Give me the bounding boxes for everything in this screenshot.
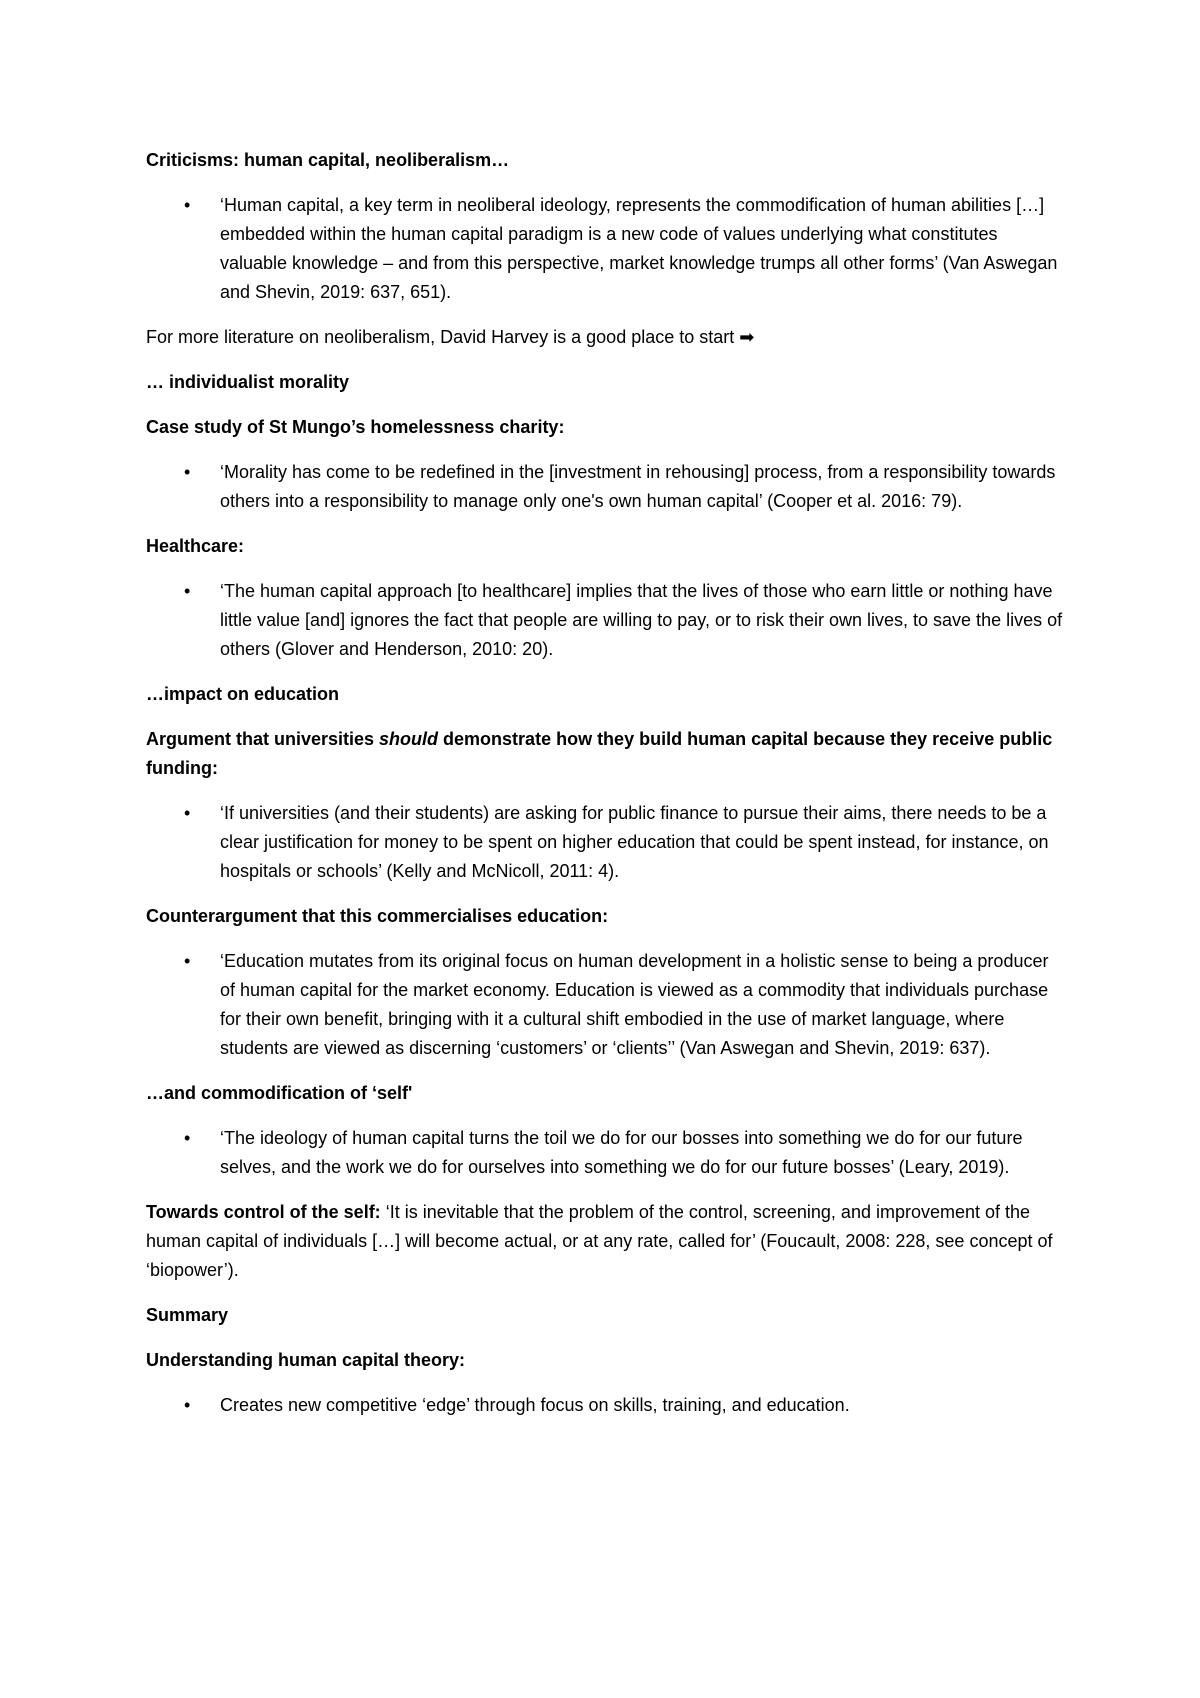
criticisms-quote: ‘Human capital, a key term in neoliberal ideology, represents the commodification of human abilities […] embedded within the human capital paradigm is a new code of values underlying what constitutes valuable knowledge – and from this perspective, market knowledge trumps all other forms’ (Van Aswegan and Shevin, 2019: 637, 651). [220, 195, 1058, 302]
control-label: Towards control of the self: [146, 1202, 381, 1222]
individualist-heading: … individualist morality [146, 372, 350, 392]
argument-heading-pre: Argument that universities [146, 729, 380, 749]
list-item [146, 947, 1066, 1063]
list-item [146, 1124, 1066, 1182]
bullet-icon: • [184, 1128, 191, 1148]
bullet-icon: • [184, 195, 191, 215]
control-paragraph [146, 1198, 1066, 1285]
right-arrow-icon: ➡ [739, 327, 755, 348]
list-item [146, 799, 1066, 886]
list-item [146, 191, 1066, 307]
counter-heading: Counterargument that this commercialises education: [146, 906, 609, 926]
healthcare-list [146, 577, 1066, 664]
healthcare-quote: ‘The human capital approach [to healthcare] implies that the lives of those who earn little or nothing have little value [and] ignores the fact that people are willing to pay, or to risk their own lives, to save the lives of others (Glover and Henderson, 2010: 20). [220, 581, 1063, 659]
argument-list [146, 799, 1066, 886]
argument-heading [146, 725, 1066, 783]
harvey-paragraph [146, 323, 1066, 352]
argument-heading-emphasis: should [379, 729, 439, 749]
education-heading: …impact on education [146, 684, 340, 704]
self-list [146, 1124, 1066, 1182]
st-mungo-heading: Case study of St Mungo’s homelessness charity: [146, 417, 565, 437]
healthcare-heading: Healthcare: [146, 536, 245, 556]
argument-heading-post: demonstrate how they build human capital because they receive public funding: [146, 729, 1053, 778]
bullet-icon: • [184, 581, 191, 601]
list-item [146, 458, 1066, 516]
harvey-text: For more literature on neoliberalism, David Harvey is a good place to start [146, 327, 735, 347]
argument-quote: ‘If universities (and their students) are asking for public finance to pursue their aims, there needs to be a clear justification for money to be spent on higher education that could be spent instead, for instance, on hospitals or schools’ (Kelly and McNicoll, 2011: 4). [220, 803, 1049, 881]
control-text: ‘It is inevitable that the problem of the control, screening, and improvement of the human capital of individuals […] will become actual, or at any rate, called for’ (Foucault, 2008: 228, see concept of ‘biopower’). [146, 1202, 1053, 1280]
bullet-icon: • [184, 951, 191, 971]
understanding-list [146, 1391, 1066, 1420]
st-mungo-list [146, 458, 1066, 516]
criticisms-heading: Criticisms: human capital, neoliberalism… [146, 150, 510, 170]
document-body [146, 146, 1066, 1436]
bullet-icon: • [184, 1395, 191, 1415]
counter-quote: ‘Education mutates from its original focus on human development in a holistic sense to being a producer of human capital for the market economy. Education is viewed as a commodity that individuals purchase for their own benefit, bringing with it a cultural shift embodied in the use of market language, where students are viewed as discerning ‘customers’ or ‘clients’’ (Van Aswegan and Shevin, 2019: 637). [220, 951, 1049, 1058]
understanding-bullet: Creates new competitive ‘edge’ through focus on skills, training, and education. [220, 1395, 850, 1415]
self-heading: …and commodification of ‘self' [146, 1083, 413, 1103]
understanding-heading: Understanding human capital theory: [146, 1350, 466, 1370]
self-quote: ‘The ideology of human capital turns the toil we do for our bosses into something we do for our future selves, and the work we do for ourselves into something we do for our future bosses’ (Leary, 2019). [220, 1128, 1023, 1177]
summary-heading: Summary [146, 1305, 229, 1325]
list-item [146, 1391, 1066, 1420]
counter-list [146, 947, 1066, 1063]
st-mungo-quote: ‘Morality has come to be redefined in the [investment in rehousing] process, from a responsibility towards others into a responsibility to manage only one's own human capital’ (Cooper et al. 2016: 79). [220, 462, 1056, 511]
criticisms-list [146, 191, 1066, 307]
bullet-icon: • [184, 462, 191, 482]
bullet-icon: • [184, 803, 191, 823]
list-item [146, 577, 1066, 664]
